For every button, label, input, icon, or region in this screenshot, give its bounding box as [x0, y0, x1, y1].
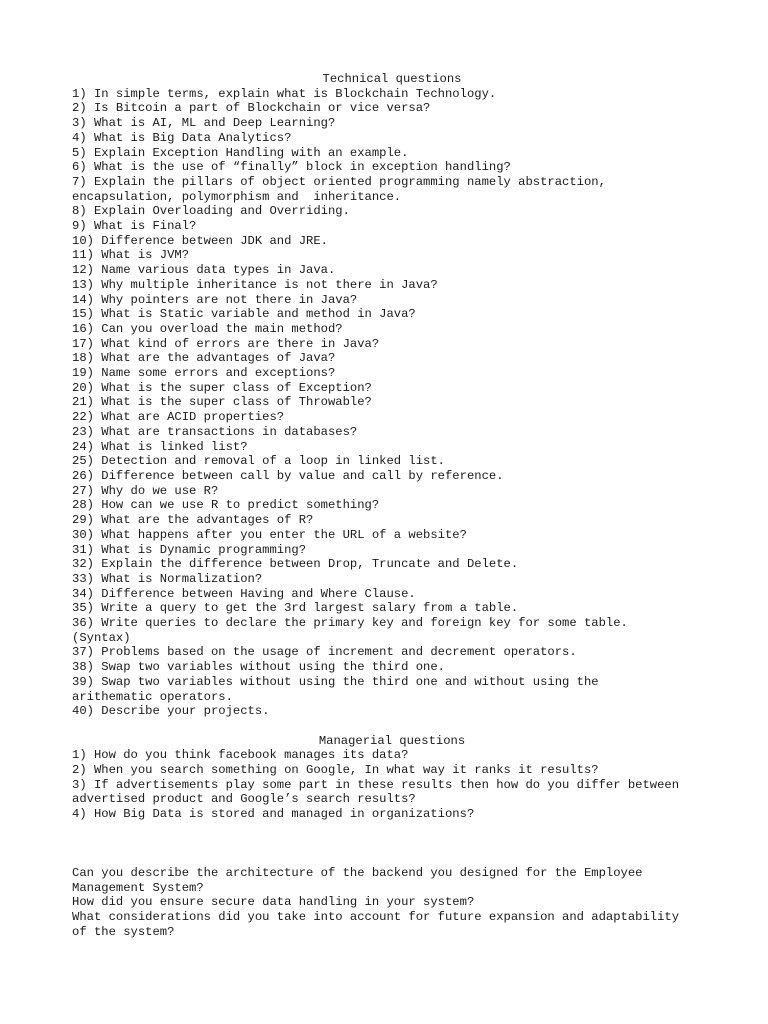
- question-line: advertised product and Google’s search results?: [72, 792, 416, 807]
- question-line: 18) What are the advantages of Java?: [72, 351, 336, 366]
- question-line: 20) What is the super class of Exception?: [72, 380, 372, 395]
- question-line: 4) How Big Data is stored and managed in organizations?: [72, 807, 475, 822]
- question-line: 21) What is the super class of Throwable?: [72, 395, 372, 410]
- question-line: (Syntax): [72, 630, 131, 645]
- question-line: 17) What kind of errors are there in Java?: [72, 336, 380, 351]
- managerial-questions-heading: Managerial questions: [318, 733, 466, 748]
- question-line: 19) Name some errors and exceptions?: [72, 366, 336, 381]
- question-line: of the system?: [72, 924, 175, 939]
- managerial-questions-list: [72, 748, 712, 822]
- question-line: 14) Why pointers are not there in Java?: [72, 292, 358, 307]
- question-line: 8) Explain Overloading and Overriding.: [72, 204, 350, 219]
- question-line: 24) What is linked list?: [72, 439, 248, 454]
- question-line: 33) What is Normalization?: [72, 571, 263, 586]
- question-line: Can you describe the architecture of the backend you designed for the Employee: [72, 865, 643, 880]
- question-line: 39) Swap two variables without using the third one and without using the: [72, 674, 599, 689]
- question-line: 38) Swap two variables without using the third one.: [72, 660, 445, 675]
- question-line: 37) Problems based on the usage of increment and decrement operators.: [72, 645, 577, 660]
- question-line: 25) Detection and removal of a loop in linked list.: [72, 454, 445, 469]
- section-spacer: [72, 822, 712, 866]
- question-line: 22) What are ACID properties?: [72, 410, 285, 425]
- question-line: 1) In simple terms, explain what is Blockchain Technology.: [72, 86, 497, 101]
- question-line: How did you ensure secure data handling in your system?: [72, 895, 475, 910]
- technical-questions-list: [72, 87, 712, 719]
- question-line: 30) What happens after you enter the URL of a website?: [72, 527, 467, 542]
- question-line: arithematic operators.: [72, 689, 233, 704]
- question-line: 15) What is Static variable and method in Java?: [72, 307, 416, 322]
- question-line: 12) Name various data types in Java.: [72, 263, 336, 278]
- question-line: 13) Why multiple inheritance is not there in Java?: [72, 277, 438, 292]
- question-line: 5) Explain Exception Handling with an example.: [72, 145, 409, 160]
- question-line: 28) How can we use R to predict something?: [72, 498, 380, 513]
- question-line: 3) If advertisements play some part in these results then how do you differ between: [72, 777, 680, 792]
- question-line: 1) How do you think facebook manages its data?: [72, 748, 409, 763]
- question-line: 36) Write queries to declare the primary key and foreign key for some table.: [72, 616, 628, 631]
- technical-questions-heading: Technical questions: [322, 72, 462, 86]
- question-line: 26) Difference between call by value and call by reference.: [72, 468, 504, 483]
- question-line: 6) What is the use of “finally” block in exception handling?: [72, 160, 511, 175]
- project-questions-list: [72, 866, 712, 940]
- question-line: 27) Why do we use R?: [72, 483, 219, 498]
- question-line: 16) Can you overload the main method?: [72, 321, 343, 336]
- question-line: 2) Is Bitcoin a part of Blockchain or vice versa?: [72, 101, 431, 116]
- question-line: 34) Difference between Having and Where Clause.: [72, 586, 416, 601]
- question-line: 3) What is AI, ML and Deep Learning?: [72, 116, 336, 131]
- question-line: What considerations did you take into account for future expansion and adaptability: [72, 909, 680, 924]
- question-line: Management System?: [72, 880, 204, 895]
- question-line: 2) When you search something on Google, In what way it ranks it results?: [72, 763, 599, 778]
- question-line: 32) Explain the difference between Drop, Truncate and Delete.: [72, 557, 519, 572]
- question-line: 4) What is Big Data Analytics?: [72, 130, 292, 145]
- question-line: 29) What are the advantages of R?: [72, 513, 314, 528]
- document-page: [72, 72, 712, 939]
- question-line: 11) What is JVM?: [72, 248, 190, 263]
- question-line: 23) What are transactions in databases?: [72, 424, 358, 439]
- question-line: 35) Write a query to get the 3rd largest salary from a table.: [72, 601, 519, 616]
- question-line: encapsulation, polymorphism and inheritance.: [72, 189, 402, 204]
- question-line: 40) Describe your projects.: [72, 704, 270, 719]
- question-line: 10) Difference between JDK and JRE.: [72, 233, 328, 248]
- question-line: 9) What is Final?: [72, 219, 197, 234]
- question-line: 7) Explain the pillars of object oriented programming namely abstraction,: [72, 174, 606, 189]
- section-spacer: [72, 719, 712, 734]
- question-line: 31) What is Dynamic programming?: [72, 542, 307, 557]
